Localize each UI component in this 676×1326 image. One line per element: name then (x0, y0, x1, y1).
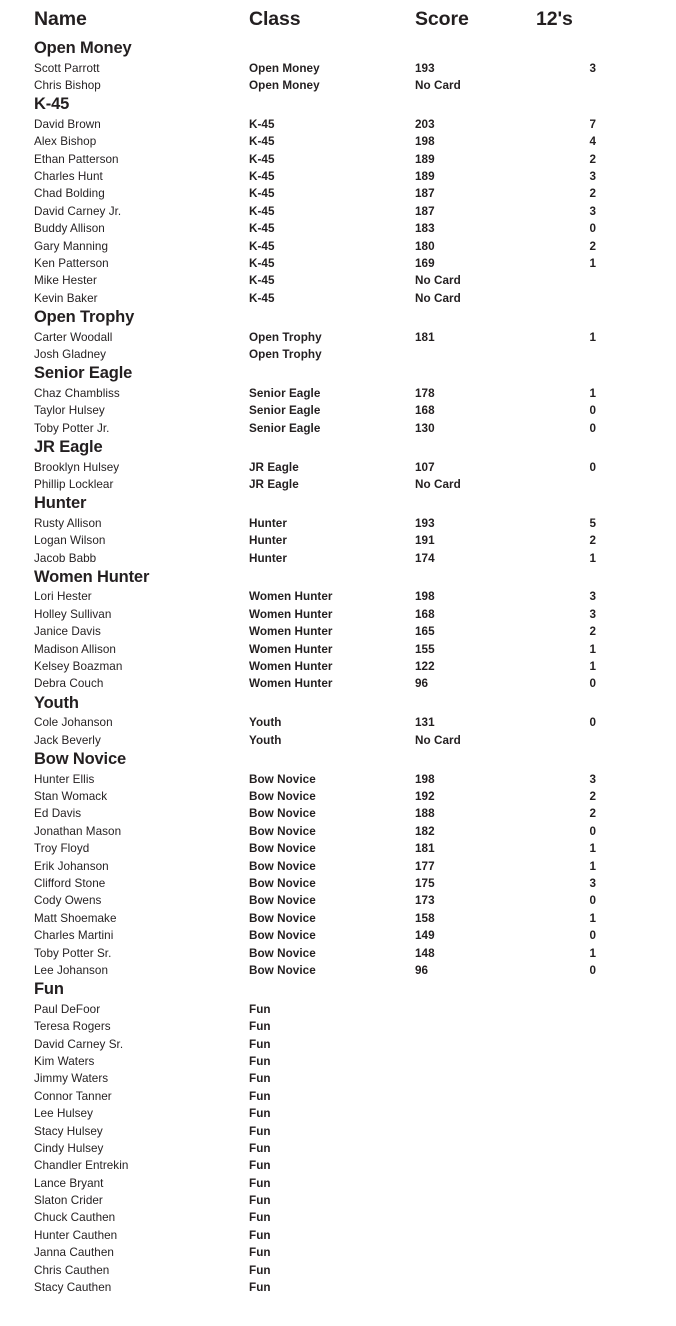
cell-class: Fun (249, 1176, 271, 1190)
cell-score: 175 (415, 876, 435, 890)
table-row (0, 588, 676, 605)
cell-score: 173 (415, 894, 435, 908)
cell-twelves: 1 (589, 256, 596, 270)
column-header-class: Class (249, 8, 301, 30)
cell-twelves: 3 (589, 772, 596, 786)
cell-twelves: 5 (589, 516, 596, 530)
cell-class: Fun (249, 1020, 271, 1034)
table-row (0, 515, 676, 532)
cell-name: Toby Potter Sr. (34, 946, 112, 960)
cell-twelves: 0 (589, 963, 596, 977)
cell-score: 96 (415, 677, 429, 691)
table-row (0, 290, 676, 307)
table-row (0, 459, 676, 476)
cell-twelves: 2 (589, 534, 596, 548)
cell-name: Janna Cauthen (34, 1246, 114, 1260)
cell-name: Ethan Patterson (34, 152, 119, 166)
cell-twelves: 3 (589, 169, 596, 183)
cell-name: Hunter Cauthen (34, 1228, 118, 1242)
table-row (0, 1105, 676, 1122)
table-row (0, 1279, 676, 1296)
cell-name: Gary Manning (34, 239, 109, 253)
table-row (0, 927, 676, 944)
cell-twelves: 1 (589, 946, 596, 960)
cell-name: Jack Beverly (34, 733, 101, 747)
cell-class: K-45 (249, 135, 275, 149)
section-heading-label: Open Money (34, 39, 132, 57)
cell-name: Stacy Hulsey (34, 1124, 103, 1138)
cell-twelves: 0 (589, 716, 596, 730)
cell-class: JR Eagle (249, 477, 299, 491)
cell-class: K-45 (249, 152, 275, 166)
table-row (0, 1070, 676, 1087)
cell-twelves: 0 (589, 824, 596, 838)
table-row (0, 550, 676, 567)
section-heading-row (0, 38, 676, 60)
table-row (0, 875, 676, 892)
cell-class: Bow Novice (249, 772, 316, 786)
cell-name: Cole Johanson (34, 716, 113, 730)
table-row (0, 255, 676, 272)
cell-score: No Card (415, 291, 461, 305)
cell-class: Bow Novice (249, 946, 316, 960)
cell-class: Fun (249, 1141, 271, 1155)
cell-class: Fun (249, 1037, 271, 1051)
cell-twelves: 3 (589, 590, 596, 604)
cell-class: Bow Novice (249, 859, 316, 873)
cell-class: Senior Eagle (249, 386, 321, 400)
cell-score: No Card (415, 477, 461, 491)
section-heading-label: Hunter (34, 494, 87, 513)
cell-score: No Card (415, 733, 461, 747)
cell-name: David Carney Jr. (34, 204, 122, 218)
section-heading-row (0, 749, 676, 771)
cell-twelves: 3 (589, 607, 596, 621)
cell-class: Women Hunter (249, 625, 333, 639)
cell-name: Brooklyn Hulsey (34, 460, 120, 474)
cell-class: K-45 (249, 187, 275, 201)
section-heading-row (0, 567, 676, 589)
cell-twelves: 4 (589, 135, 596, 149)
cell-score: 174 (415, 551, 435, 565)
table-row (0, 476, 676, 493)
cell-score: 96 (415, 963, 429, 977)
cell-twelves: 0 (589, 677, 596, 691)
cell-score: 192 (415, 790, 435, 803)
cell-class: Youth (249, 733, 282, 747)
cell-twelves: 2 (589, 625, 596, 639)
table-header-row (0, 0, 676, 38)
table-row (0, 1157, 676, 1174)
section-heading-label: K-45 (34, 95, 70, 114)
table-row (0, 840, 676, 857)
cell-twelves: 1 (589, 660, 596, 674)
table-row (0, 1088, 676, 1105)
table-row (0, 675, 676, 692)
cell-class: Bow Novice (249, 842, 316, 856)
table-row (0, 385, 676, 402)
section-heading-label: Women Hunter (34, 567, 150, 586)
cell-name: Phillip Locklear (34, 477, 114, 491)
cell-class: Bow Novice (249, 929, 316, 943)
table-row (0, 133, 676, 150)
cell-score: 193 (415, 516, 435, 530)
cell-class: Fun (249, 1246, 271, 1260)
cell-name: Jimmy Waters (34, 1072, 109, 1086)
cell-score: 155 (415, 642, 435, 656)
cell-score: 180 (415, 239, 435, 253)
cell-score: 189 (415, 169, 435, 183)
cell-class: Bow Novice (249, 790, 316, 803)
cell-class: Fun (249, 1054, 271, 1068)
cell-name: Logan Wilson (34, 534, 106, 548)
table-row (0, 60, 676, 77)
cell-class: Hunter (249, 534, 287, 548)
cell-score: 165 (415, 625, 435, 639)
cell-score: 149 (415, 929, 435, 943)
cell-name: Ken Patterson (34, 256, 109, 270)
cell-score: 158 (415, 911, 435, 925)
cell-twelves: 2 (589, 152, 596, 166)
cell-class: K-45 (249, 117, 275, 131)
cell-class: Women Hunter (249, 642, 333, 656)
section-heading-label: Fun (34, 980, 64, 999)
cell-name: Chris Cauthen (34, 1263, 110, 1277)
cell-score: 188 (415, 807, 435, 821)
table-row (0, 1018, 676, 1035)
cell-name: David Carney Sr. (34, 1037, 124, 1051)
cell-name: Slaton Crider (34, 1194, 103, 1208)
table-row (0, 1123, 676, 1140)
section-heading-row (0, 307, 676, 329)
cell-class: K-45 (249, 169, 275, 183)
table-row (0, 329, 676, 346)
cell-class: Women Hunter (249, 660, 333, 674)
cell-score: 187 (415, 204, 435, 218)
table-row (0, 823, 676, 840)
cell-class: Open Money (249, 61, 320, 75)
cell-name: Lori Hester (34, 590, 92, 604)
cell-score: 148 (415, 946, 435, 960)
cell-name: Kevin Baker (34, 291, 98, 305)
cell-twelves: 2 (589, 790, 596, 803)
cell-class: Bow Novice (249, 807, 316, 821)
cell-class: Open Trophy (249, 347, 322, 361)
cell-name: Jacob Babb (34, 551, 97, 565)
cell-class: Fun (249, 1263, 271, 1277)
cell-class: JR Eagle (249, 460, 299, 474)
cell-class: Fun (249, 1124, 271, 1138)
cell-class: Hunter (249, 516, 287, 530)
cell-score: 198 (415, 772, 435, 786)
cell-name: Kim Waters (34, 1054, 95, 1068)
cell-score: No Card (415, 78, 461, 92)
section-heading-label: Open Trophy (34, 308, 135, 327)
cell-score: 169 (415, 256, 435, 270)
cell-name: Holley Sullivan (34, 607, 112, 621)
cell-name: Erik Johanson (34, 859, 109, 873)
cell-name: Troy Floyd (34, 842, 90, 856)
table-row (0, 151, 676, 168)
cell-name: Hunter Ellis (34, 772, 95, 786)
cell-twelves: 2 (589, 187, 596, 201)
cell-name: Buddy Allison (34, 222, 105, 236)
cell-class: Fun (249, 1194, 271, 1208)
column-header-name: Name (34, 8, 87, 30)
cell-twelves: 7 (589, 117, 596, 131)
cell-score: 131 (415, 716, 435, 730)
cell-name: Stacy Cauthen (34, 1281, 112, 1295)
cell-score: 187 (415, 187, 435, 201)
cell-name: Josh Gladney (34, 347, 107, 361)
table-row (0, 238, 676, 255)
cell-class: Open Money (249, 78, 320, 92)
cell-name: Teresa Rogers (34, 1020, 111, 1034)
cell-class: Women Hunter (249, 607, 333, 621)
table-row (0, 116, 676, 133)
table-row (0, 1227, 676, 1244)
cell-name: Rusty Allison (34, 516, 102, 530)
section-heading-row (0, 693, 676, 715)
cell-score: 177 (415, 859, 435, 873)
cell-class: Fun (249, 1107, 271, 1121)
cell-name: Debra Couch (34, 677, 104, 691)
cell-name: Kelsey Boazman (34, 660, 123, 674)
table-row (0, 272, 676, 289)
cell-twelves: 0 (589, 421, 596, 435)
cell-name: Scott Parrott (34, 61, 100, 75)
cell-score: 178 (415, 386, 435, 400)
cell-class: K-45 (249, 204, 275, 218)
section-heading-label: Bow Novice (34, 750, 127, 769)
cell-twelves: 3 (589, 876, 596, 890)
cell-name: Ed Davis (34, 807, 82, 821)
cell-name: Lee Hulsey (34, 1107, 93, 1121)
cell-score: 203 (415, 117, 435, 131)
table-row (0, 1175, 676, 1192)
cell-name: Chandler Entrekin (34, 1159, 129, 1173)
cell-class: Senior Eagle (249, 404, 321, 418)
cell-twelves: 1 (589, 551, 596, 565)
cell-score: 193 (415, 61, 435, 75)
cell-class: Fun (249, 1211, 271, 1225)
section-heading-row (0, 437, 676, 459)
table-row (0, 1140, 676, 1157)
cell-score: 183 (415, 222, 435, 236)
cell-name: Stan Womack (34, 790, 108, 803)
cell-score: 198 (415, 135, 435, 149)
cell-class: Bow Novice (249, 876, 316, 890)
cell-score: 181 (415, 330, 435, 344)
cell-class: Fun (249, 1228, 271, 1242)
table-row (0, 1192, 676, 1209)
cell-class: K-45 (249, 239, 275, 253)
cell-twelves: 0 (589, 894, 596, 908)
cell-name: Connor Tanner (34, 1089, 112, 1103)
cell-name: Lance Bryant (34, 1176, 104, 1190)
cell-name: Paul DeFoor (34, 1002, 101, 1016)
table-row (0, 1036, 676, 1053)
cell-score: 198 (415, 590, 435, 604)
cell-class: Fun (249, 1159, 271, 1173)
cell-name: Chaz Chambliss (34, 386, 120, 400)
table-row (0, 771, 676, 788)
cell-twelves: 1 (589, 330, 596, 344)
cell-class: Youth (249, 716, 282, 730)
cell-name: Cindy Hulsey (34, 1141, 104, 1155)
table-row (0, 962, 676, 979)
table-row (0, 1209, 676, 1226)
cell-class: Bow Novice (249, 894, 316, 908)
cell-score: 107 (415, 460, 435, 474)
cell-name: Carter Woodall (34, 330, 113, 344)
cell-class: Bow Novice (249, 824, 316, 838)
table-row (0, 606, 676, 623)
cell-name: Madison Allison (34, 642, 116, 656)
cell-class: K-45 (249, 256, 275, 270)
table-row (0, 220, 676, 237)
cell-name: Toby Potter Jr. (34, 421, 110, 435)
cell-name: Chuck Cauthen (34, 1211, 116, 1225)
table-row (0, 185, 676, 202)
cell-name: Taylor Hulsey (34, 404, 105, 418)
cell-twelves: 1 (589, 386, 596, 400)
cell-class: Fun (249, 1089, 271, 1103)
cell-class: K-45 (249, 222, 275, 236)
cell-twelves: 0 (589, 929, 596, 943)
table-row (0, 1001, 676, 1018)
table-row (0, 168, 676, 185)
cell-class: K-45 (249, 274, 275, 288)
cell-class: Fun (249, 1072, 271, 1086)
section-heading-label: Youth (34, 693, 79, 712)
table-row (0, 346, 676, 363)
cell-class: Bow Novice (249, 911, 316, 925)
cell-name: Lee Johanson (34, 963, 109, 977)
table-row (0, 641, 676, 658)
cell-class: Hunter (249, 551, 287, 565)
cell-name: Matt Shoemake (34, 911, 117, 925)
table-row (0, 658, 676, 675)
table-row (0, 910, 676, 927)
cell-class: Open Trophy (249, 330, 322, 344)
section-heading-row (0, 94, 676, 116)
section-heading-row (0, 493, 676, 515)
cell-name: Cody Owens (34, 894, 102, 908)
section-heading-row (0, 979, 676, 1001)
table-row (0, 420, 676, 437)
section-heading-row (0, 363, 676, 385)
table-row (0, 892, 676, 909)
cell-name: Clifford Stone (34, 876, 106, 890)
table-row (0, 788, 676, 805)
cell-twelves: 3 (589, 61, 596, 75)
table-row (0, 945, 676, 962)
cell-score: 168 (415, 404, 435, 418)
cell-score: 182 (415, 824, 435, 838)
table-row (0, 714, 676, 731)
cell-twelves: 1 (589, 911, 596, 925)
cell-twelves: 0 (589, 404, 596, 418)
cell-class: Bow Novice (249, 963, 316, 977)
table-row (0, 805, 676, 822)
cell-score: 168 (415, 607, 435, 621)
table-row (0, 203, 676, 220)
section-heading-label: JR Eagle (34, 438, 103, 457)
cell-name: Janice Davis (34, 625, 101, 639)
cell-score: 189 (415, 152, 435, 166)
cell-name: Mike Hester (34, 274, 97, 288)
cell-score: No Card (415, 274, 461, 288)
cell-name: Charles Martini (34, 929, 114, 943)
cell-class: K-45 (249, 291, 275, 305)
cell-twelves: 1 (589, 842, 596, 856)
cell-name: David Brown (34, 117, 101, 131)
table-row (0, 1262, 676, 1279)
cell-twelves: 1 (589, 859, 596, 873)
cell-name: Alex Bishop (34, 135, 97, 149)
column-header-score: Score (415, 8, 469, 30)
column-header-twelves: 12's (536, 8, 573, 30)
table-row (0, 858, 676, 875)
cell-score: 181 (415, 842, 435, 856)
cell-twelves: 0 (589, 222, 596, 236)
cell-class: Women Hunter (249, 677, 333, 691)
cell-class: Fun (249, 1002, 271, 1016)
cell-name: Jonathan Mason (34, 824, 122, 838)
cell-score: 122 (415, 660, 435, 674)
cell-name: Chris Bishop (34, 78, 101, 92)
cell-score: 191 (415, 534, 435, 548)
cell-name: Charles Hunt (34, 169, 103, 183)
table-row (0, 1244, 676, 1261)
table-row (0, 1053, 676, 1070)
table-row (0, 732, 676, 749)
cell-twelves: 3 (589, 204, 596, 218)
cell-class: Senior Eagle (249, 421, 321, 435)
cell-class: Fun (249, 1281, 271, 1295)
cell-twelves: 1 (589, 642, 596, 656)
table-row (0, 532, 676, 549)
cell-class: Women Hunter (249, 590, 333, 604)
table-body (0, 38, 676, 1296)
cell-name: Chad Bolding (34, 187, 105, 201)
section-heading-label: Senior Eagle (34, 364, 133, 383)
cell-twelves: 0 (589, 460, 596, 474)
table-row (0, 77, 676, 94)
table-row (0, 402, 676, 419)
table-row (0, 623, 676, 640)
cell-twelves: 2 (589, 239, 596, 253)
cell-score: 130 (415, 421, 435, 435)
cell-twelves: 2 (589, 807, 596, 821)
